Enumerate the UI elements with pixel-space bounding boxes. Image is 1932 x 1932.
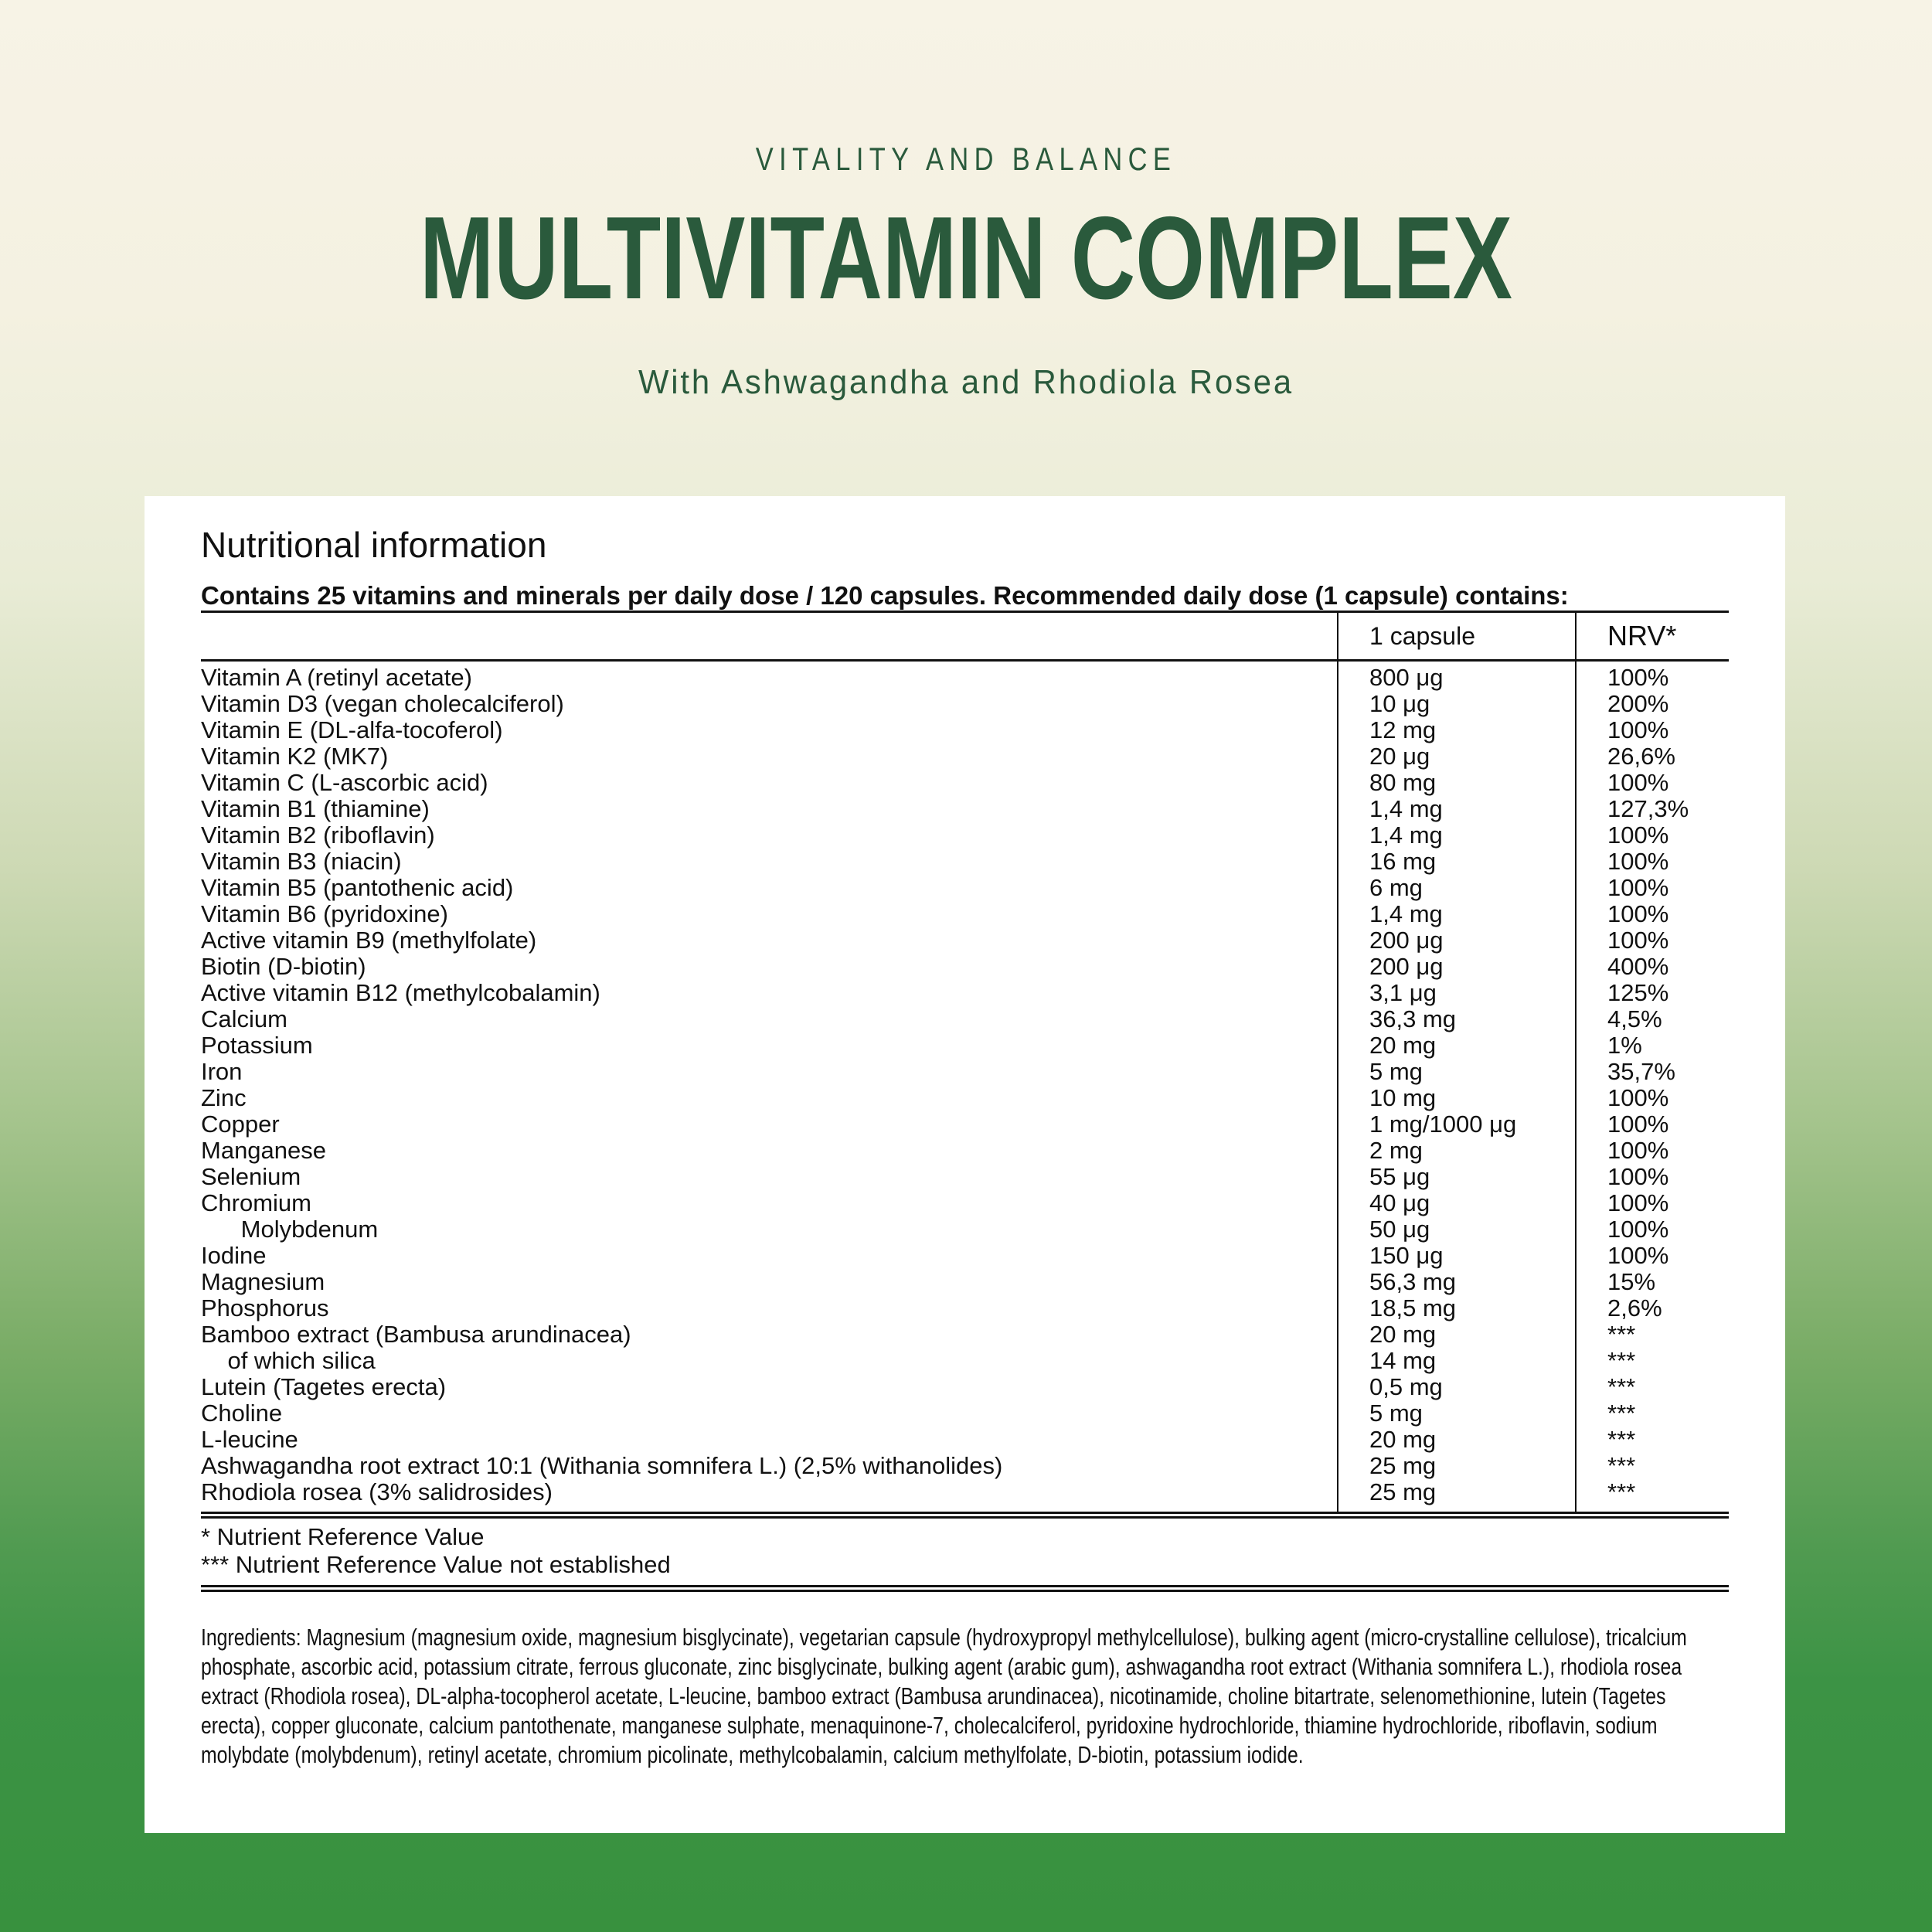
nutrient-nrv: ***: [1607, 1426, 1636, 1453]
nutrient-nrv: 200%: [1607, 690, 1669, 717]
table-row: [201, 1427, 1729, 1453]
nutrient-name: Calcium: [201, 1005, 287, 1032]
nutrient-nrv: 127,3%: [1607, 795, 1689, 822]
nutrient-amount: 200 μg: [1369, 927, 1444, 954]
nutrient-name: Active vitamin B9 (methylfolate): [201, 927, 537, 954]
table-row: [201, 980, 1729, 1006]
nutrient-name: Iron: [201, 1058, 243, 1085]
nutrient-name: Biotin (D-biotin): [201, 953, 366, 980]
nutrient-name: Iodine: [201, 1242, 267, 1269]
nutrient-nrv: 35,7%: [1607, 1058, 1675, 1085]
nutrient-nrv: 15%: [1607, 1268, 1656, 1295]
nutrient-nrv: 100%: [1607, 927, 1669, 954]
nutrient-name: Vitamin C (L-ascorbic acid): [201, 769, 488, 796]
nutrient-nrv: ***: [1607, 1478, 1636, 1505]
table-row: [201, 717, 1729, 743]
table-row: [201, 665, 1729, 691]
nutrient-name: Vitamin B6 (pyridoxine): [201, 900, 448, 927]
panel-heading: Nutritional information: [201, 525, 547, 565]
nutrient-amount: 20 mg: [1369, 1426, 1437, 1453]
nutrient-nrv: 100%: [1607, 848, 1669, 875]
table-row: [201, 1032, 1729, 1059]
nutrient-amount: 800 μg: [1369, 664, 1444, 691]
nutrient-amount: 10 μg: [1369, 690, 1430, 717]
table-footnotes: [201, 1519, 1729, 1592]
nutrient-amount: 1,4 mg: [1369, 795, 1443, 822]
nutrient-nrv: 100%: [1607, 1084, 1669, 1111]
nutrient-name: Vitamin K2 (MK7): [201, 743, 389, 770]
nutrient-amount: 12 mg: [1369, 716, 1437, 743]
nutrient-name: Chromium: [201, 1189, 311, 1216]
nutrient-name: Vitamin B1 (thiamine): [201, 795, 430, 822]
nutrient-amount: 20 mg: [1369, 1032, 1437, 1059]
nutrient-name: Active vitamin B12 (methylcobalamin): [201, 979, 600, 1006]
table-header-row: [201, 613, 1729, 662]
table-row: [201, 1479, 1729, 1505]
table-row: [201, 1348, 1729, 1374]
nutrient-amount: 1,4 mg: [1369, 821, 1443, 849]
product-subtitle: With Ashwagandha and Rhodiola Rosea: [638, 363, 1294, 401]
brand-tagline: VITALITY AND BALANCE: [755, 141, 1177, 177]
nutrition-panel: [145, 496, 1785, 1833]
table-row: [201, 1190, 1729, 1216]
table-row: [201, 822, 1729, 849]
table-row: [201, 1453, 1729, 1479]
panel-intro: Contains 25 vitamins and minerals per daily dose / 120 capsules. Recommended daily dose (1 capsule) contains:: [201, 581, 1569, 610]
table-body: [201, 662, 1729, 1512]
nutrient-name: Vitamin D3 (vegan cholecalciferol): [201, 690, 564, 717]
nutrient-amount: 1 mg/1000 μg: [1369, 1111, 1517, 1138]
nutrient-nrv: ***: [1607, 1400, 1636, 1427]
column-divider: [1575, 613, 1577, 1512]
nutrient-nrv: ***: [1607, 1373, 1636, 1400]
nutrient-nrv: 100%: [1607, 821, 1669, 849]
nutrient-name: Vitamin E (DL-alfa-tocoferol): [201, 716, 503, 743]
nutrient-nrv: 100%: [1607, 874, 1669, 901]
nutrient-amount: 10 mg: [1369, 1084, 1437, 1111]
header-nrv: NRV*: [1607, 620, 1677, 651]
nutrient-name: Magnesium: [201, 1268, 325, 1295]
nutrient-nrv: 100%: [1607, 1216, 1669, 1243]
table-row: [201, 1321, 1729, 1348]
nutrient-amount: 6 mg: [1369, 874, 1423, 901]
ingredients-paragraph: Ingredients: Magnesium (magnesium oxide, magnesium bisglycinate), vegetarian capsule (hydroxypropyl methylcellulose), bulking agent (micro-crystalline cellulose), tricalcium phosphate, ascorbic acid, potassium citrate, ferrous gluconate, zinc bisglycinate, bulking agent (arabic gum), ashwagandha root extract (Withania somnifera L.), rhodiola rosea extract (Rhodiola rosea), DL-alpha-tocopherol acetate, L-leucine, bamboo extract (Bambusa arundinacea), nicotinamide, choline bitartrate, selenomethionine, lutein (Tagetes erecta), copper gluconate, calcium pantothenate, manganese sulphate, menaquinone-7, cholecalciferol, pyridoxine hydrochloride, thiamine hydrochloride, riboflavin, sodium molybdate (molybdenum), retinyl acetate, chromium picolinate, methylcobalamin, calcium methylfolate, D-biotin, potassium iodide.: [201, 1624, 1687, 1768]
table-row: [201, 1400, 1729, 1427]
nutrient-name: Selenium: [201, 1163, 301, 1190]
nutrient-amount: 200 μg: [1369, 953, 1444, 980]
nutrition-table: [201, 611, 1729, 1519]
nutrient-amount: 2 mg: [1369, 1137, 1423, 1164]
nutrient-amount: 16 mg: [1369, 848, 1437, 875]
nutrient-nrv: 100%: [1607, 1189, 1669, 1216]
nutrient-name: Zinc: [201, 1084, 247, 1111]
nutrient-name: Lutein (Tagetes erecta): [201, 1373, 447, 1400]
column-divider: [1337, 613, 1338, 1512]
nutrient-name: L-leucine: [201, 1426, 298, 1453]
nutrient-amount: 25 mg: [1369, 1478, 1437, 1505]
table-row: [201, 691, 1729, 717]
nutrient-nrv: 26,6%: [1607, 743, 1675, 770]
table-row: [201, 1138, 1729, 1164]
nutrient-name: Rhodiola rosea (3% salidrosides): [201, 1478, 553, 1505]
nutrient-nrv: ***: [1607, 1347, 1636, 1374]
nutrient-amount: 3,1 μg: [1369, 979, 1437, 1006]
table-row: [201, 1085, 1729, 1111]
footnote-nrv-not-established: *** Nutrient Reference Value not established: [201, 1551, 671, 1578]
nutrient-amount: 36,3 mg: [1369, 1005, 1457, 1032]
nutrient-nrv: 400%: [1607, 953, 1669, 980]
table-row: [201, 1216, 1729, 1243]
nutrient-nrv: 2,6%: [1607, 1294, 1662, 1321]
table-row: [201, 954, 1729, 980]
nutrient-amount: 5 mg: [1369, 1058, 1423, 1085]
nutrient-amount: 25 mg: [1369, 1452, 1437, 1479]
nutrient-name: Vitamin A (retinyl acetate): [201, 664, 472, 691]
nutrient-amount: 18,5 mg: [1369, 1294, 1457, 1321]
nutrient-amount: 40 μg: [1369, 1189, 1430, 1216]
nutrient-nrv: 4,5%: [1607, 1005, 1662, 1032]
nutrient-amount: 0,5 mg: [1369, 1373, 1443, 1400]
nutrient-name: Choline: [201, 1400, 283, 1427]
nutrient-name: Bamboo extract (Bambusa arundinacea): [201, 1321, 631, 1348]
nutrient-name: Molybdenum: [201, 1216, 379, 1243]
nutrient-amount: 56,3 mg: [1369, 1268, 1457, 1295]
header-amount: 1 capsule: [1369, 621, 1475, 650]
nutrient-amount: 150 μg: [1369, 1242, 1444, 1269]
nutrient-amount: 20 mg: [1369, 1321, 1437, 1348]
nutrient-nrv: 100%: [1607, 664, 1669, 691]
table-row: [201, 849, 1729, 875]
table-row: [201, 875, 1729, 901]
nutrient-nrv: ***: [1607, 1452, 1636, 1479]
table-row: [201, 1164, 1729, 1190]
nutrient-amount: 14 mg: [1369, 1347, 1437, 1374]
nutrient-nrv: ***: [1607, 1321, 1636, 1348]
nutrient-name: Manganese: [201, 1137, 327, 1164]
table-row: [201, 796, 1729, 822]
nutrient-nrv: 100%: [1607, 1137, 1669, 1164]
nutrient-name: Vitamin B5 (pantothenic acid): [201, 874, 514, 901]
nutrient-amount: 80 mg: [1369, 769, 1437, 796]
product-title: MULTIVITAMIN COMPLEX: [420, 192, 1512, 324]
nutrient-nrv: 100%: [1607, 900, 1669, 927]
nutrient-amount: 20 μg: [1369, 743, 1430, 770]
nutrient-name: Phosphorus: [201, 1294, 329, 1321]
table-row: [201, 1243, 1729, 1269]
nutrient-amount: 5 mg: [1369, 1400, 1423, 1427]
nutrient-nrv: 100%: [1607, 769, 1669, 796]
nutrient-nrv: 1%: [1607, 1032, 1642, 1059]
table-row: [201, 901, 1729, 927]
nutrient-name: Vitamin B2 (riboflavin): [201, 821, 435, 849]
nutrient-name: Copper: [201, 1111, 280, 1138]
table-row: [201, 1059, 1729, 1085]
nutrient-name: Potassium: [201, 1032, 313, 1059]
nutrient-amount: 50 μg: [1369, 1216, 1430, 1243]
footnote-nrv: * Nutrient Reference Value: [201, 1523, 485, 1550]
table-row: [201, 1111, 1729, 1138]
table-row: [201, 927, 1729, 954]
table-row: [201, 1006, 1729, 1032]
nutrient-nrv: 100%: [1607, 716, 1669, 743]
nutrient-amount: 1,4 mg: [1369, 900, 1443, 927]
table-row: [201, 770, 1729, 796]
nutrient-name: of which silica: [201, 1347, 376, 1374]
nutrient-nrv: 100%: [1607, 1163, 1669, 1190]
nutrient-name: Vitamin B3 (niacin): [201, 848, 402, 875]
nutrient-nrv: 100%: [1607, 1111, 1669, 1138]
table-row: [201, 1295, 1729, 1321]
nutrient-amount: 55 μg: [1369, 1163, 1430, 1190]
nutrient-nrv: 100%: [1607, 1242, 1669, 1269]
table-row: [201, 1269, 1729, 1295]
nutrient-name: Ashwagandha root extract 10:1 (Withania somnifera L.) (2,5% withanolides): [201, 1452, 1003, 1479]
table-row: [201, 743, 1729, 770]
table-row: [201, 1374, 1729, 1400]
nutrient-nrv: 125%: [1607, 979, 1669, 1006]
